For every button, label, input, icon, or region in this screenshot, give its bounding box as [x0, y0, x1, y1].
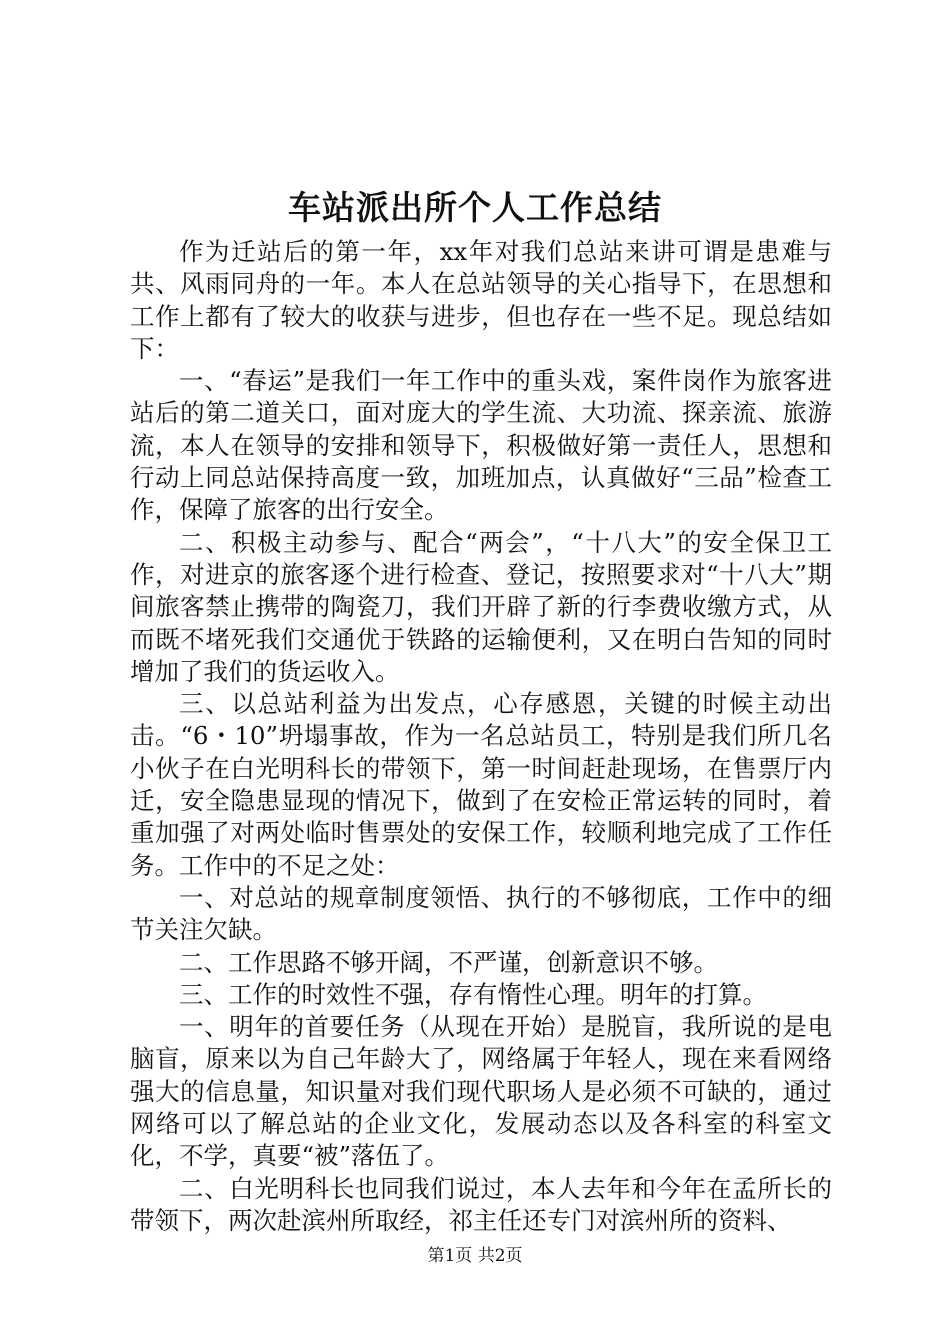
- paragraph-shortcoming-3: 三、工作的时效性不强，存有惰性心理。明年的打算。: [179, 979, 767, 1009]
- paragraph-two-sessions: 二、积极主动参与、配合“两会”，“十八大”的安全保卫工作，对进京的旅客逐个进行检查、登记，按照要求对“十八大”期间旅客禁止携带的陶瓷刀，我们开辟了新的行李费收缴方式，从而既不堵死我们交通优于铁路的运输便利，又在明白告知的同时增加了我们的货运收入。: [130, 527, 832, 686]
- document-body: [130, 236, 832, 1237]
- paragraph-shortcoming-2: 二、工作思路不够开阔，不严谨，创新意识不够。: [179, 947, 718, 977]
- paragraph-collapse-incident: 三、以总站利益为出发点，心存感恩，关键的时候主动出击。“6・10”坍塌事故，作为一名总站员工，特别是我们所几名小伙子在白光明科长的带领下，第一时间赶赴现场，在售票厅内迁，安全隐患显现的情况下，做到了在安检正常运转的同时，着重加强了对两处临时售票处的安保工作，较顺利地完成了工作任务。工作中的不足之处：: [130, 689, 832, 880]
- page-number-footer: 第1页 共2页: [427, 1246, 523, 1266]
- paragraph-shortcoming-1: 一、对总站的规章制度领悟、执行的不够彻底，工作中的细节关注欠缺。: [130, 882, 832, 945]
- paragraph-spring-festival: 一、“春运”是我们一年工作中的重头戏，案件岗作为旅客进站后的第二道关口，面对庞大的学生流、大功流、探亲流、旅游流，本人在领导的安排和领导下，积极做好第一责任人，思想和行动上同总站保持高度一致，加班加点，认真做好“三品”检查工作，保障了旅客的出行安全。: [130, 366, 832, 525]
- paragraph-plan-2: 二、白光明科长也同我们说过，本人去年和今年在孟所长的带领下，两次赴滨州所取经，祁主任还专门对滨州所的资料、: [130, 1173, 832, 1235]
- paragraph-intro: 作为迁站后的第一年，xx年对我们总站来讲可谓是患难与共、风雨同舟的一年。本人在总站领导的关心指导下，在思想和工作上都有了较大的收获与进步，但也存在一些不足。现总结如下：: [130, 237, 832, 363]
- document-title: 车站派出所个人工作总结: [288, 188, 662, 227]
- paragraph-plan-1: 一、明年的首要任务（从现在开始）是脱盲，我所说的是电脑盲，原来以为自己年龄大了，网络属于年轻人，现在来看网络强大的信息量，知识量对我们现代职场人是必须不可缺的，通过网络可以了解总站的企业文化，发展动态以及各科室的科室文化，不学，真要“被”落伍了。: [130, 1012, 832, 1171]
